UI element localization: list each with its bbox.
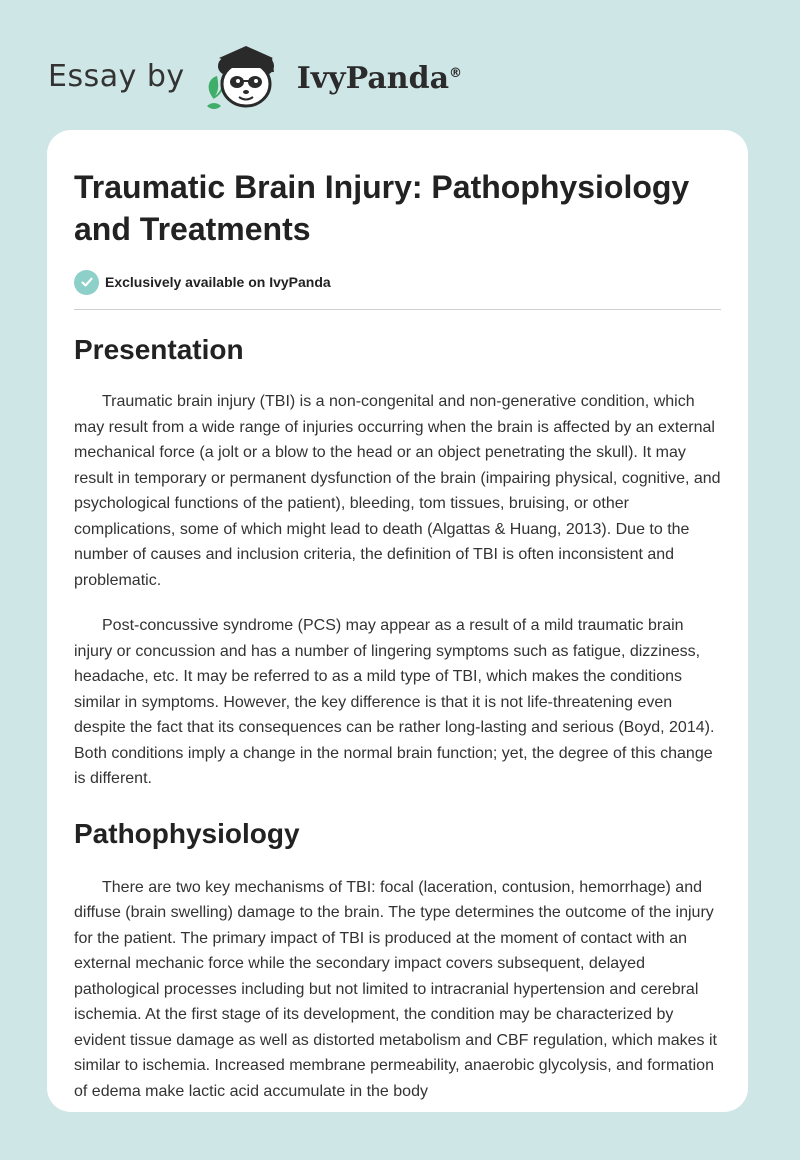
- check-icon: [74, 270, 99, 295]
- paragraph: Traumatic brain injury (TBI) is a non-congenital and non-generative condition, which may result from a wide range of injuries occurring when the brain is affected by an external mechanical force (a jolt or a blow to the head or an object penetrating the skull). It may result in temporary or permanent dysfunction of the brain (impairing physical, cognitive, and psychological functions of the patient), bleeding, tom tissues, bruising, or other complications, some of which might lead to death (Algattas & Huang, 2013). Due to the number of causes and inclusion criteria, the definition of TBI is often inconsistent and problematic.: [74, 393, 721, 589]
- brand-prefix: Essay by: [48, 58, 185, 94]
- section-heading-presentation: Presentation: [74, 334, 244, 365]
- site-brand[interactable]: [48, 36, 462, 116]
- brand-name: IvyPanda®: [296, 60, 463, 96]
- exclusive-badge: [74, 268, 721, 296]
- paragraph: Post-concussive syndrome (PCS) may appear as a result of a mild traumatic brain injury or concussion and has a number of lingering symptoms such as fatigue, dizziness, headache, etc. It may be referred to as a mild type of TBI, which makes the conditions similar in symptoms. However, the key difference is that it is not life-threatening even despite the fact that its consequences can be rather long-lasting and serious (Boyd, 2014). Both conditions imply a change in the normal brain function; yet, the degree of this change is different.: [74, 617, 715, 787]
- divider: [74, 309, 721, 310]
- registered-mark: ®: [449, 65, 463, 81]
- panda-logo-icon: [199, 36, 291, 116]
- essay-card: [47, 130, 748, 1112]
- page-title: Traumatic Brain Injury: Pathophysiology and Treatments: [74, 169, 690, 247]
- section-heading-pathophysiology: Pathophysiology: [74, 817, 300, 849]
- exclusive-label: Exclusively available on IvyPanda: [105, 274, 331, 290]
- paragraph: There are two key mechanisms of TBI: focal (laceration, contusion, hemorrhage) and diffuse (brain swelling) damage to the brain. The type determines the outcome of the injury for the patient. The primary impact of TBI is produced at the moment of contact with an external mechanic force while the secondary impact covers subsequent, delayed pathological processes including but not limited to intracranial hypertension and cerebral ischemia. At the first stage of its development, the condition may be characterized by evident tissue damage as well as distorted metabolism and CBF regulation, which makes it similar to ischemia. Increased membrane permeability, anaerobic glycolysis, and formation of edema make lactic acid accumulate in the body: [74, 878, 717, 1100]
